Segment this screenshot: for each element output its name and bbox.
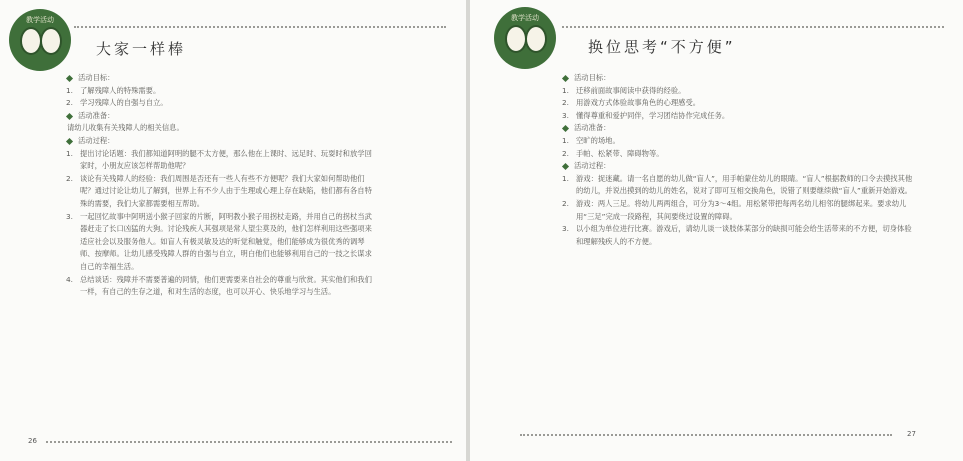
left-page (0, 0, 466, 461)
item-number: 2. (66, 98, 73, 108)
page-title: 换位思考“不方便” (588, 38, 736, 56)
section-heading: 活动目标： (562, 72, 914, 85)
item-text: 一起回忆故事中阿明送小猴子回家的片断，阿明教小猴子用拐杖走路，并用自己的拐杖当武器赶走了长口凶猛的大狗。讨论残疾人其强项是常人望尘莫及的，他们怎样利用这些强项来适应社会以及服务他人。如盲人有极灵敏及达的听觉和触觉，他们能够成为很优秀的调琴师、按摩师。让幼儿感受残障人群的自强与自立，明白他们也能够利用自己的一技之长谋求自己的幸福生活。 (80, 211, 372, 271)
list-item (66, 85, 374, 98)
list-item (66, 148, 374, 173)
item-number: 1. (66, 85, 73, 95)
item-text: 谈论有关残障人的经验：我们周围是否还有一些人有些不方便呢？我们大家如何帮助他们呢？通过讨论让幼儿了解到，世界上有不少人由于生理或心理上存在缺陷，他们都有各自特殊的需要，我们大家都需要相互帮助。 (80, 173, 372, 208)
logo-label: 教学活动 (26, 16, 54, 24)
list-item (66, 274, 374, 299)
list-item (562, 173, 914, 198)
activity-logo (494, 7, 556, 69)
logo-label: 教学活动 (511, 14, 539, 22)
item-text: 学习残障人的自强与自立。 (80, 98, 168, 108)
left-body (66, 72, 374, 299)
diamond-bullet-icon (562, 125, 569, 132)
diamond-bullet-icon (66, 138, 73, 145)
prep-list (562, 135, 914, 160)
prep-text: 请幼儿收集有关残障人的相关信息。 (67, 123, 184, 133)
page-number: 26 (28, 437, 37, 445)
list-item (562, 198, 914, 223)
child-face-icon (20, 27, 42, 55)
item-number: 4. (66, 274, 73, 284)
diamond-bullet-icon (562, 163, 569, 170)
list-item (562, 85, 914, 98)
item-text: 以小组为单位进行比赛。游戏后，请幼儿谈一谈肢体某部分的缺损可能会给生活带来的不方便，切身体验和理解残疾人的不方便。 (576, 224, 912, 246)
item-text: 游戏：两人三足。将幼儿两两组合，可分为3～4组。用松紧带把每两名幼儿相邻的腿绑起来。要求幼儿用“三足”完成一段路程，其间要绕过设置的障碍。 (576, 198, 907, 221)
item-number: 2. (562, 198, 569, 208)
item-text: 总结谈话：残障并不需要普遍的同情，他们更需要来自社会的尊重与欣赏。其实他们和我们一样，有自己的生存之道，和对生活的态度，也可以开心、快乐地学习与生活。 (80, 274, 372, 297)
item-text: 提出讨论话题：我们都知道阿明的腿不太方便，那么他在上课时、远足时、玩耍时和放学回家时，小朋友应该怎样帮助他呢？ (80, 148, 372, 171)
item-number: 3. (66, 211, 73, 221)
goal-list (562, 85, 914, 123)
header-dotted-rule (74, 26, 446, 28)
right-page (470, 0, 963, 461)
item-text: 空旷的场地。 (576, 135, 620, 145)
section-heading: 活动准备： (66, 110, 374, 123)
diamond-bullet-icon (66, 75, 73, 82)
section-heading: 活动过程： (562, 160, 914, 173)
page-number: 27 (907, 430, 916, 438)
diamond-bullet-icon (562, 75, 569, 82)
item-number: 1. (562, 173, 569, 183)
diamond-bullet-icon (66, 113, 73, 120)
list-item (66, 211, 374, 274)
section-heading: 活动准备： (562, 122, 914, 135)
list-item (562, 223, 914, 248)
step-list (66, 148, 374, 299)
item-number: 3. (562, 224, 569, 234)
right-body (562, 72, 914, 248)
list-item (562, 97, 914, 110)
item-number: 2. (562, 148, 569, 158)
step-list (562, 173, 914, 249)
child-face-icon (40, 27, 62, 55)
section-heading: 活动目标： (66, 72, 374, 85)
item-text: 懂得尊重和爱护同伴，学习团结协作完成任务。 (576, 110, 730, 120)
footer-dotted-rule (520, 434, 892, 436)
footer-dotted-rule (46, 441, 452, 443)
child-face-icon (525, 25, 547, 53)
list-item (562, 110, 914, 123)
item-number: 1. (562, 85, 569, 95)
goal-list (66, 85, 374, 110)
page-title: 大家一样棒 (96, 40, 187, 58)
item-text: 手帕、松紧带、障碍物等。 (576, 148, 664, 158)
child-face-icon (505, 25, 527, 53)
item-text: 了解残障人的特殊需要。 (80, 85, 161, 95)
item-number: 3. (562, 110, 569, 120)
list-item (562, 148, 914, 161)
item-text: 用游戏方式体验故事角色的心理感受。 (576, 98, 701, 108)
item-text: 游戏：捉迷藏。请一名自愿的幼儿做“盲人”，用手帕蒙住幼儿的眼睛。“盲人”根据教师的口令去摸找其他的幼儿，并说出摸到的幼儿的姓名，说对了即可互相交换角色，说错了则要继续做“盲人”重新开始游戏。 (576, 173, 913, 196)
section-heading: 活动过程： (66, 135, 374, 148)
item-number: 1. (66, 148, 73, 158)
list-item (66, 97, 374, 110)
list-item (562, 135, 914, 148)
item-number: 1. (562, 135, 569, 145)
header-dotted-rule (562, 26, 944, 28)
item-number: 2. (562, 98, 569, 108)
item-number: 2. (66, 173, 73, 183)
list-item (66, 173, 374, 211)
item-text: 迁移前面故事阅读中获得的经验。 (576, 85, 686, 95)
activity-logo (9, 9, 71, 71)
